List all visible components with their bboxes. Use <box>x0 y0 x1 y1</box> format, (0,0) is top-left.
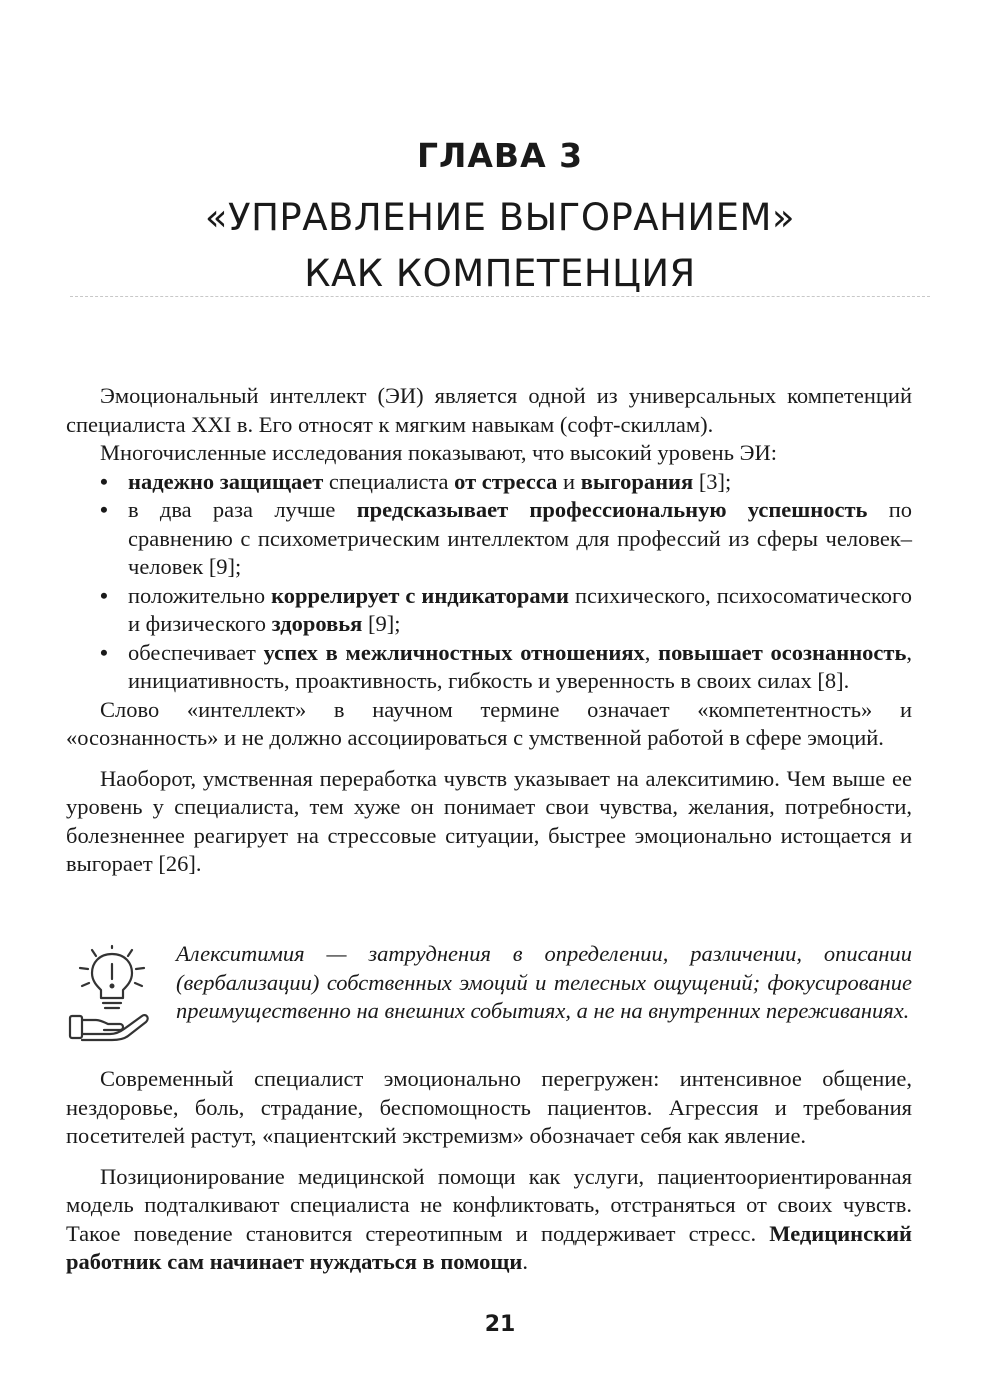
bullet-2-bold-1: предсказывает профессиональную успешность <box>356 497 868 522</box>
bullet-1-bold-2: от стресса <box>454 468 558 494</box>
bullet-2-text-1: в два раза лучше <box>128 497 357 522</box>
lightbulb-hand-icon <box>66 944 158 1044</box>
page-number: 21 <box>484 1312 516 1337</box>
bullet-list <box>66 468 912 696</box>
bullet-item <box>66 639 912 696</box>
bullet-3-bold-2: здоровья <box>271 611 363 636</box>
paragraph-overload: Современный специалист эмоционально перегружен: интенсивное общение, нездоровье, боль, страдание, беспомощность пациентов. Агрессия и требования посетителей растут, «пациентский экстремизм» обозначает себя как явление. <box>66 1066 912 1148</box>
bullet-4-text-1: обеспечивает <box>128 639 264 665</box>
bullet-dot: • <box>100 468 108 494</box>
bullet-dot: • <box>100 497 108 522</box>
bullet-1-bold-3: выгорания <box>580 468 694 494</box>
bullet-4-text-2: , <box>644 639 659 665</box>
definition-text: Алекситимия — затруднения в определении, различении, описании (вербализации) собственных эмоций и телесных ощущений; фокусирование преимущественно на внешних событиях, а не на внутренних переживаниях. <box>176 941 912 1023</box>
bullet-4-text-3: , инициативность, проактивность, гибкость и уверенность в своих силах [8]. <box>128 639 912 693</box>
bullet-1-text-1: специалиста <box>323 468 455 494</box>
bullet-1-text-2: и <box>557 468 581 494</box>
paragraph-intellect: Слово «интеллект» в научном термине означает «компетентность» и «осознанность» и не должно ассоциироваться с умственной работой в сфере эмоций. <box>66 696 912 750</box>
bullet-dot: • <box>100 582 108 608</box>
paragraph-positioning <box>66 1163 912 1277</box>
bullet-1-text-3: [3]; <box>693 468 732 494</box>
bullet-3-bold-1: коррелирует с индикаторами <box>271 582 569 608</box>
bullet-1-bold-1: надежно защищает <box>128 468 324 494</box>
paragraph-positioning-end: . <box>522 1249 528 1274</box>
definition-note <box>66 940 912 1056</box>
chapter-label: ГЛАВА 3 <box>416 136 584 175</box>
paragraph-positioning-text: Позиционирование медицинской помощи как услуги, пациентоориентированная модель подталкивают специалиста не конфликтовать, отстраняться от своих чувств. Такое поведение становится стереотипным и поддерживает стресс. <box>66 1163 912 1246</box>
chapter-title-line1: «УПРАВЛЕНИЕ ВЫГОРАНИЕМ» <box>204 196 796 239</box>
chapter-title <box>0 190 1000 302</box>
paragraph-intro-2: Многочисленные исследования показывают, что высокий уровень ЭИ: <box>100 440 777 465</box>
bullet-2-text-2: по сравнению с психометрическим интеллектом для профессий из сферы человек–человек [9]; <box>128 497 913 579</box>
bullet-3-text-2: психического, психосоматического и физического <box>128 582 912 636</box>
body-block-2 <box>66 1065 912 1277</box>
paragraph-intro-1: Эмоциональный интеллект (ЭИ) является одной из универсальных компетенций специалиста XXI в. Его относят к мягким навыкам (софт-скиллам). <box>66 383 912 437</box>
bullet-item <box>66 582 912 639</box>
title-divider <box>70 296 930 297</box>
paragraph-positioning-bold: Медицинский работник сам начинает нуждаться в помощи <box>66 1220 912 1274</box>
bullet-4-bold-1: успех в межличностных отношениях <box>263 639 645 665</box>
bullet-3-text-1: положительно <box>128 582 272 608</box>
bullet-4-bold-2: повышает осознанность <box>658 639 907 665</box>
paragraph-alexithymia: Наоборот, умственная переработка чувств указывает на алекситимию. Чем выше ее уровень у специалиста, тем хуже он понимает свои чувства, желания, потребности, болезненнее реагирует на стрессовые ситуации, быстрее эмоционально истощается и выгорает [26]. <box>66 765 912 876</box>
bullet-item <box>66 468 912 497</box>
chapter-title-line2: КАК КОМПЕТЕНЦИЯ <box>304 252 696 295</box>
bullet-item <box>66 496 912 582</box>
body-block-1 <box>66 382 912 879</box>
bullet-dot: • <box>100 639 108 665</box>
bullet-3-text-3: [9]; <box>362 611 401 636</box>
